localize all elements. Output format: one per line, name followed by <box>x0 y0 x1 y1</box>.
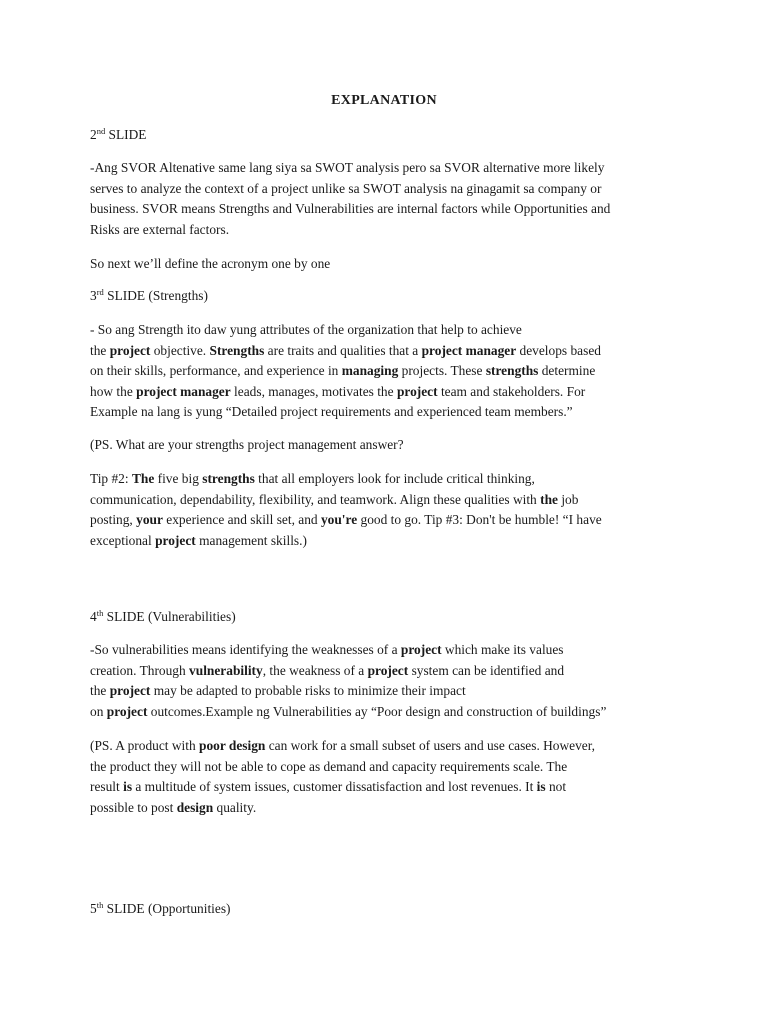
strengths-paragraph: - So ang Strength ito daw yung attributes of the organization that help to achieve the project objective. Strengths are traits and qualities that a project manager develops based on their skills, performance, and experience in managing projects. These strengths determine how the project manager leads, manages, motivates the project team and stakeholders. For Example na lang is yung “Detailed project requirements and experienced team members.” <box>90 322 601 420</box>
tip-paragraph: Tip #2: The five big strengths that all employers look for include critical thinking, communication, dependability, flexibility, and teamwork. Align these qualities with the job posting, your experience and skill set, and you're good to go. Tip #3: Don't be humble! “I have exceptional project management skills.) <box>90 471 602 548</box>
svor-paragraph: -Ang SVOR Altenative same lang siya sa SWOT analysis pero sa SVOR alternative more likely serves to analyze the context of a project unlike sa SWOT analysis na ginagamit sa company or business. SVOR means Strengths and Vulnerabilities are internal factors while Opportunities and Risks are external factors. <box>90 160 611 237</box>
ps-strengths-question: (PS. What are your strengths project management answer? <box>90 437 404 452</box>
vulnerabilities-paragraph: -So vulnerabilities means identifying the weaknesses of a project which make its values creation. Through vulnerability, the weakness of a project system can be identified and the project may be adapted to probable risks to minimize their impact on project outcomes.Example ng Vulnerabilities ay “Poor design and construction of buildings” <box>90 642 607 719</box>
slide-5-heading: 5th SLIDE (Opportunities) <box>90 900 231 916</box>
next-line: So next we’ll define the acronym one by one <box>90 256 331 271</box>
ps-poor-design-paragraph: (PS. A product with poor design can work for a small subset of users and use cases. However, the product they will not be able to cope as demand and capacity requirements scale. The result is a multitude of system issues, customer dissatisfaction and lost revenues. It is not possible to post design quality. <box>90 738 596 815</box>
slide-3-heading: 3rd SLIDE (Strengths) <box>90 287 208 303</box>
slide-2-heading: 2nd SLIDE <box>90 126 147 142</box>
slide-4-heading: 4th SLIDE (Vulnerabilities) <box>90 608 236 624</box>
document-title: EXPLANATION <box>331 93 437 108</box>
